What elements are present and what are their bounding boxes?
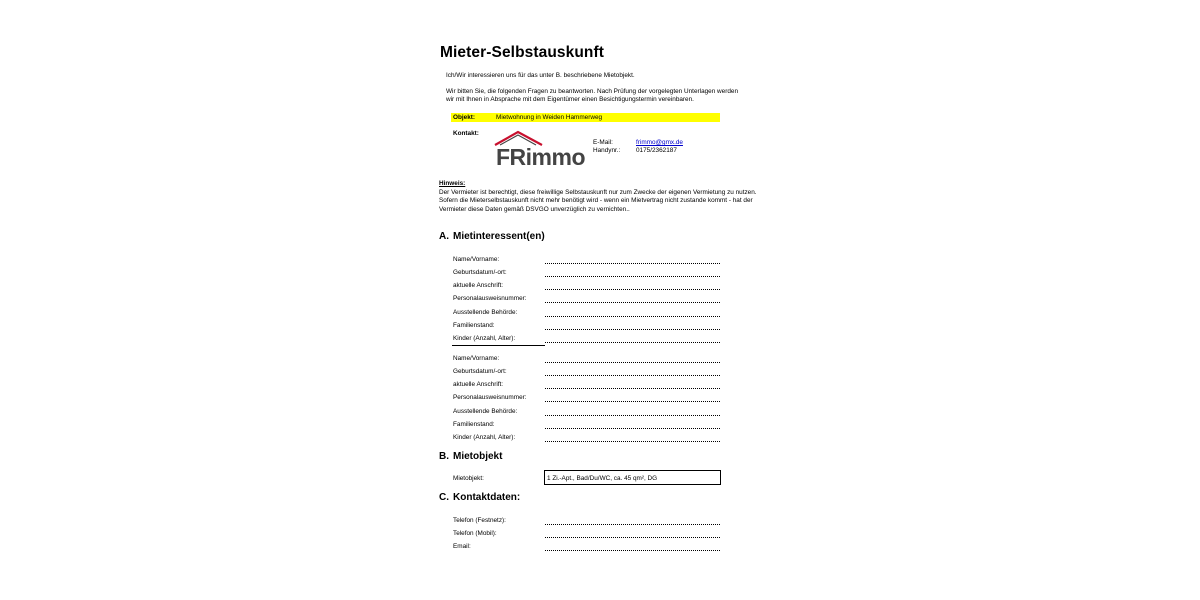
behoerde-label-2: Ausstellende Behörde: <box>453 408 518 415</box>
anschrift-label: aktuelle Anschrift: <box>453 282 504 289</box>
telefon-festnetz-field[interactable] <box>545 524 720 525</box>
telefon-mobil-label: Telefon (Mobil): <box>453 530 497 537</box>
section-b-letter: B. <box>439 451 449 462</box>
personalausweis-label-2: Personalausweisnummer: <box>453 394 527 401</box>
kinder-field[interactable] <box>545 342 720 343</box>
familienstand-label: Familienstand: <box>453 322 495 329</box>
telefon-festnetz-label: Telefon (Festnetz): <box>453 517 506 524</box>
hinweis-title: Hinweis: <box>439 180 466 187</box>
kontakt-label: Kontakt: <box>453 130 479 137</box>
kinder-label: Kinder (Anzahl, Alter): <box>453 335 516 342</box>
phone-value: 0175/2362187 <box>636 147 677 154</box>
email-field[interactable] <box>545 550 720 551</box>
anschrift-field-2[interactable] <box>545 388 720 389</box>
name-label-2: Name/Vorname: <box>453 355 500 362</box>
hinweis-text: Der Vermieter ist berechtigt, diese freiwillige Selbstauskunft nur zum Zwecke der eigenen Vermietung zu nutzen. Sofern die Mieterselbstauskunft nicht mehr benötigt wird - wenn ein Mietvertrag nicht zustande kommt - hat der Vermieter diese Daten gemäß DSVGO unverzüglich zu vernichten.. <box>439 189 757 213</box>
section-c-letter: C. <box>439 492 449 503</box>
section-b-title: Mietobjekt <box>453 451 503 462</box>
email-link[interactable]: frimmo@gmx.de <box>636 139 683 146</box>
person-separator-line <box>452 345 545 346</box>
name-label: Name/Vorname: <box>453 256 500 263</box>
personalausweis-label: Personalausweisnummer: <box>453 295 527 302</box>
name-field[interactable] <box>545 263 720 264</box>
objekt-label: Objekt: <box>453 114 476 121</box>
document-title: Mieter-Selbstauskunft <box>440 44 605 61</box>
kinder-field-2[interactable] <box>545 441 720 442</box>
behoerde-label: Ausstellende Behörde: <box>453 309 518 316</box>
section-a-letter: A. <box>439 231 449 242</box>
phone-label: Handynr.: <box>593 147 621 154</box>
telefon-mobil-field[interactable] <box>545 537 720 538</box>
name-field-2[interactable] <box>545 362 720 363</box>
objekt-value: Mietwohnung in Weiden Hammerweg <box>496 114 603 121</box>
behoerde-field-2[interactable] <box>545 415 720 416</box>
familienstand-field[interactable] <box>545 329 720 330</box>
frimmo-logo <box>494 130 590 168</box>
mietobjekt-label: Mietobjekt: <box>453 475 484 482</box>
geburtsdatum-label-2: Geburtsdatum/-ort: <box>453 368 507 375</box>
svg-text:FRimmo: FRimmo <box>496 144 585 168</box>
section-c-title: Kontaktdaten: <box>453 492 521 503</box>
geburtsdatum-label: Geburtsdatum/-ort: <box>453 269 507 276</box>
anschrift-label-2: aktuelle Anschrift: <box>453 381 504 388</box>
geburtsdatum-field[interactable] <box>545 276 720 277</box>
personalausweis-field-2[interactable] <box>545 401 720 402</box>
section-a-title: Mietinteressent(en) <box>453 231 545 242</box>
intro-text-2: Wir bitten Sie, die folgenden Fragen zu beantworten. Nach Prüfung der vorgelegten Unterlagen werden wir mit Ihnen in Absprache mit dem Eigentümer einen Besichtigungstermin vereinbaren. <box>446 88 739 104</box>
personalausweis-field[interactable] <box>545 302 720 303</box>
familienstand-label-2: Familienstand: <box>453 421 495 428</box>
email-label: E-Mail: <box>593 139 613 146</box>
intro-text-1: Ich/Wir interessieren uns für das unter B. beschriebene Mietobjekt. <box>446 72 635 79</box>
anschrift-field[interactable] <box>545 289 720 290</box>
geburtsdatum-field-2[interactable] <box>545 375 720 376</box>
mietobjekt-value: 1 Zi.-Apt., Bad/Du/WC, ca. 45 qm², DG <box>547 475 658 482</box>
behoerde-field[interactable] <box>545 316 720 317</box>
kinder-label-2: Kinder (Anzahl, Alter): <box>453 434 516 441</box>
familienstand-field-2[interactable] <box>545 428 720 429</box>
email-field-label: Email: <box>453 543 471 550</box>
